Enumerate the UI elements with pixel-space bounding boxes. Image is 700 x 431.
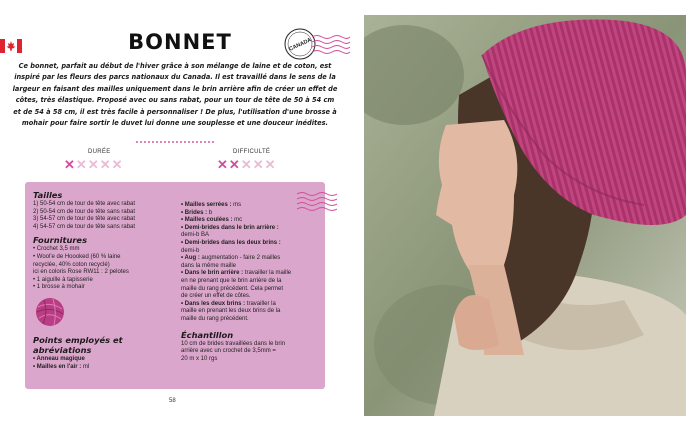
abbr-item <box>181 248 319 256</box>
abbr-item <box>181 301 319 309</box>
page-number: 58 <box>169 398 176 404</box>
abbr-item <box>181 263 319 271</box>
difficulte-rating <box>217 158 276 171</box>
fournitures-heading: Fournitures <box>33 235 88 246</box>
echantillon-heading: Échantillon <box>181 329 234 340</box>
fourniture-item: • 1 aiguille à tapisserie <box>33 276 93 283</box>
stamp-text: CANADA <box>288 37 313 53</box>
fourniture-item: • Wool'e de Hoooked (60 % laine <box>33 253 121 260</box>
echantillon-item: 20 m x 10 rgs <box>181 355 218 362</box>
rating-mark: ✕ <box>64 157 75 172</box>
dotted-divider <box>135 140 215 144</box>
abbr-def: dans la même maille <box>181 262 237 269</box>
abbr-def: augmentation - faire 2 mailles <box>199 255 281 262</box>
abbr-term: • Demi-brides dans les deux brins : <box>181 239 281 246</box>
point-item <box>33 356 178 364</box>
rating-mark: ✕ <box>217 157 228 172</box>
taille-item: 2) 50-54 cm de tour de tête sans rabat <box>33 208 136 215</box>
abbr-item <box>181 240 319 248</box>
abbr-term: • Brides : <box>181 209 208 216</box>
rating-mark: ✕ <box>264 157 276 172</box>
canada-flag-icon <box>0 39 22 53</box>
abbr-item <box>181 278 319 286</box>
rating-mark: ✕ <box>99 157 111 172</box>
difficulte-label: DIFFICULTÉ <box>233 149 271 155</box>
taille-item: 1) 50-54 cm de tour de tête avec rabat <box>33 201 136 207</box>
point-term: • Mailles en l'air : <box>33 363 82 370</box>
rating-mark: ✕ <box>240 157 252 172</box>
abbr-def: demi-b BA <box>181 232 210 239</box>
abbr-item <box>181 316 319 324</box>
abbr-item <box>181 232 319 240</box>
abbr-def: mc <box>232 217 243 224</box>
rating-mark: ✕ <box>87 157 99 172</box>
fourniture-item: ici en coloris Rose RW11 : 2 pelotes <box>33 269 129 276</box>
point-def: ml <box>81 363 90 370</box>
abbr-def: b <box>207 209 213 216</box>
abbr-item <box>181 225 319 233</box>
abbr-term: • Mailles serrées : <box>181 202 232 208</box>
abbr-def: demi-b <box>181 247 200 254</box>
fourniture-item: recyclée, 40% coton recyclé) <box>33 261 110 268</box>
rating-mark: ✕ <box>75 157 87 172</box>
abbr-item <box>181 286 319 294</box>
taille-item: 4) 54-57 cm de tour de tête sans rabat <box>33 223 136 230</box>
rating-mark: ✕ <box>252 157 264 172</box>
abbr-term: • Demi-brides dans le brin arrière : <box>181 224 279 231</box>
points-heading: Points employés et abréviations <box>33 334 123 355</box>
photo-woman-pink-beanie <box>364 15 686 416</box>
abbr-term: • Aug : <box>181 255 200 262</box>
rating-mark: ✕ <box>111 157 123 172</box>
abbr-term: • Dans les deux brins : <box>181 300 246 307</box>
abbr-term: • Dans le brin arrière : <box>181 270 244 277</box>
abbr-def: maille du rang précédent. <box>181 315 249 322</box>
abbr-term: • Mailles coulées : <box>181 217 233 224</box>
duree-label: DURÉE <box>88 149 111 155</box>
point-term: • Anneau magique <box>33 355 85 362</box>
abbr-item <box>181 293 319 301</box>
abbr-def: maille en prenant les deux brins de la <box>181 308 281 315</box>
abbr-def: ms <box>231 202 242 208</box>
intro-text: Ce bonnet, parfait au début de l'hiver grâce à son mélange de laine et de coton, est inspiré par les fleurs des parcs nationaux du Canada. Il est travaillé dans le sens de la largeur en faisant des mailles uniquement dans le brin arrière afin de créer un effet de côtes, très élastique. Proposé avec ou sans rabat, pour un tour de tête de 50 à 54 cm et de 54 à 58 cm, il est très facile à personnaliser ! De plus, l'utilisation d'une brosse à mohair pour faire sortir le duvet lui donne une souplesse et une douceur inédites. <box>12 62 338 128</box>
duree-rating <box>64 158 123 171</box>
abbr-def: maille du rang précédent. Cela permet <box>181 285 284 292</box>
abbr-def: travailler la <box>245 300 276 307</box>
yarn-ball-icon <box>35 297 65 327</box>
tailles-heading: Tailles <box>33 190 63 200</box>
echantillon-item: arrière avec un crochet de 3,5mm = <box>181 348 276 355</box>
abbr-def: de créer un effet de côtes. <box>181 293 251 300</box>
info-right-column <box>181 202 319 363</box>
abbr-def: en ne prenant que le brin arrière de la <box>181 277 282 284</box>
taille-item: 3) 54-57 cm de tour de tête avec rabat <box>33 216 136 223</box>
abbr-item <box>181 217 319 225</box>
fourniture-item: • Crochet 3,5 mm <box>33 246 80 253</box>
fourniture-item: • 1 brosse à mohair <box>33 284 85 291</box>
abbr-item <box>181 210 319 218</box>
abbr-item <box>181 270 319 278</box>
abbr-item <box>181 255 319 263</box>
echantillon-item: 10 cm de brides travaillées dans le brin <box>181 340 286 347</box>
abbr-def: travailler la maille <box>243 270 292 277</box>
abbr-item <box>181 308 319 316</box>
page-title: BONNET <box>128 30 232 54</box>
point-item <box>33 364 178 372</box>
info-left-column <box>33 190 178 371</box>
abbr-item <box>181 202 319 210</box>
postmark-lines-icon <box>312 33 350 57</box>
rating-mark: ✕ <box>228 157 240 172</box>
